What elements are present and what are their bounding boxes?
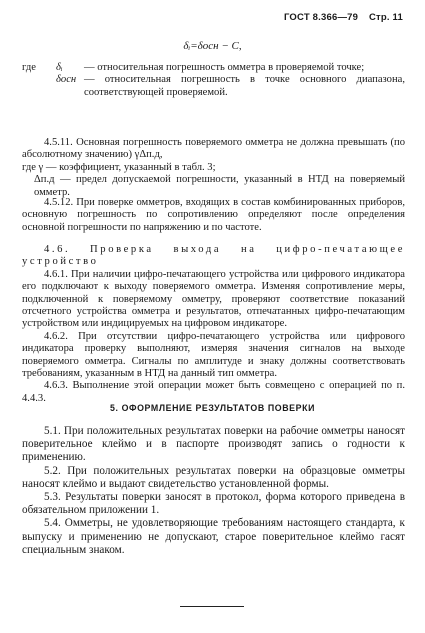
paragraph-5-2: 5.2. При положительных результатах поверки на образцовые омметры наносят клеймо и выдают свидетельство установленной формы.: [22, 464, 405, 490]
gamma-definition: где γ — коэффициент, указанный в табл. 3;: [22, 161, 216, 173]
definition-symbol: δосн: [56, 74, 77, 86]
clause-4-6: [22, 244, 405, 405]
definition-lead: где: [22, 62, 36, 73]
paragraph-4-5-12: 4.5.12. При поверке омметров, входящих в состав комбинированных приборов, основную погрешность по сопротивлению определяют после определения основной погрешности по напряжению и по частоте.: [22, 197, 405, 233]
paragraph-5-1: 5.1. При положительных результатах поверки на рабочие омметры наносят поверительное клеймо и в паспорте производят запись о годности к применению.: [22, 425, 405, 464]
paragraph-4-6-1: 4.6.1. При наличии цифро-печатающего устройства или цифрового индикатора его подключают к выходу поверяемого омметра. Изменяя сопротивление меры, подключенной к поверяемому омметру, проверяют соответствие показаний отсчетного устройства омметра и результатов, отпечатанных цифро-печатающим устройством или индицируемых на цифровом индикаторе.: [22, 268, 405, 330]
page-header: [284, 12, 403, 23]
section-5-body: [22, 425, 405, 557]
paragraph-4-6-3: 4.6.3. Выполнение этой операции может быть совмещено с операцией по п. 4.4.3.: [22, 380, 405, 404]
definition-lead: [22, 74, 56, 99]
definition-text: — относительная погрешность омметра в проверяемой точке;: [84, 62, 365, 73]
paragraph-4-6-2: 4.6.2. При отсутствии цифро-печатающего устройства или цифрового индикатора проверку выполняют, измеряя значения сигналов на выходе поверяемого омметра. Сигналы по амплитуде и знаку должны соответствовать требованиям, указанным в НТД на данный тип омметра.: [22, 330, 405, 380]
section-title-5: 5. ОФОРМЛЕНИЕ РЕЗУЛЬТАТОВ ПОВЕРКИ: [109, 403, 315, 413]
page-number: Стр. 11: [368, 12, 403, 23]
definition-text: — относительная погрешность в точке основного диапазона, соответствующей проверяемой.: [84, 74, 405, 98]
paragraph-5-3: 5.3. Результаты поверки заносят в протокол, форма которого приведена в обязательном приложении 1.: [22, 491, 405, 517]
end-rule: [180, 606, 244, 607]
standard-number: ГОСТ 8.366—79: [283, 12, 359, 23]
definition-delta-i: [22, 62, 405, 74]
paragraph-4-5-11: 4.5.11. Основная погрешность поверяемого омметра не должна превышать (по абсолютному значению) γΔп.д,: [22, 137, 405, 161]
definition-symbol: δᵢ: [56, 62, 63, 73]
definitions-block: [22, 62, 405, 99]
clause-4-5-12: [22, 197, 405, 234]
formula: δᵢ=δосн − C,: [183, 40, 242, 52]
delta-definition: Δп.д — предел допускаемой погрешности, указанный в НТД на поверяемый омметр.: [34, 174, 405, 198]
definition-delta-osn: [22, 74, 405, 99]
subsection-title-4-6: 4.6. Проверка выхода на цифро-печатающее устройство: [22, 244, 405, 268]
clause-4-5-11: [22, 137, 405, 199]
paragraph-5-4: 5.4. Омметры, не удовлетворяющие требованиям настоящего стандарта, к выпуску и применению не допускают, старое поверительное клеймо гасят специальным знаком.: [22, 517, 405, 556]
